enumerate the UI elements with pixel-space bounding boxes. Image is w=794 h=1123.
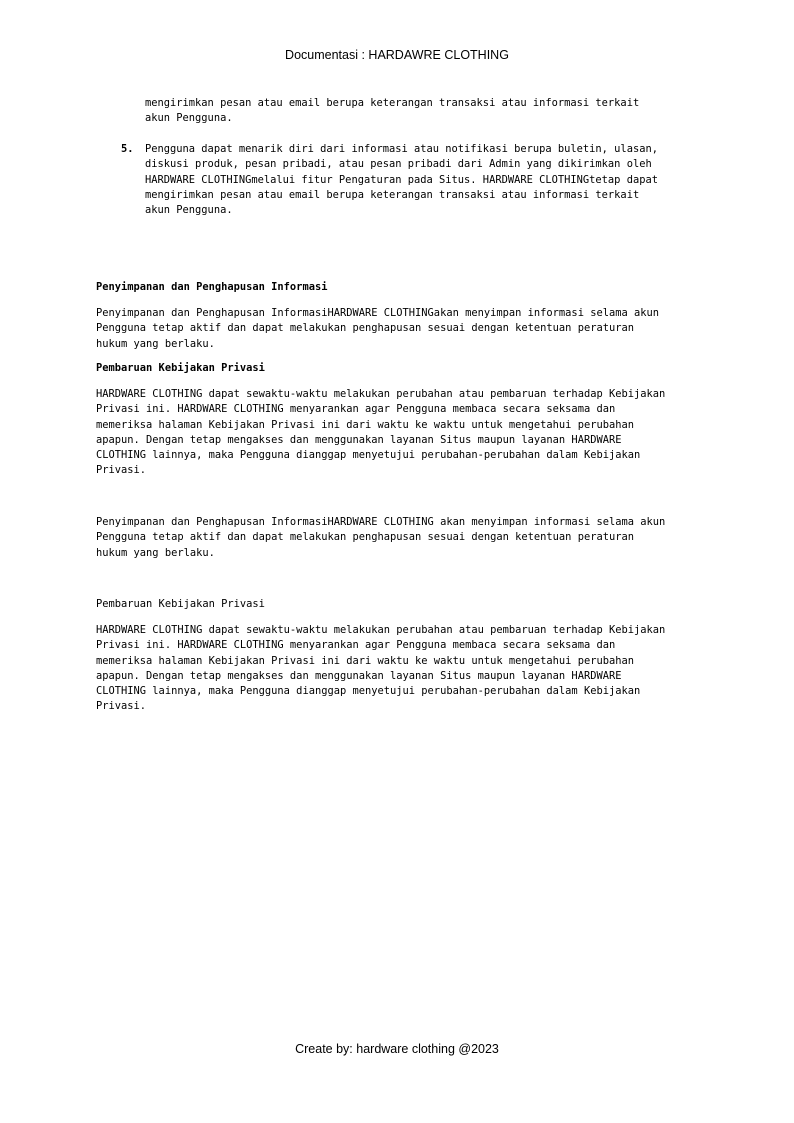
page-header: Documentasi : HARDAWRE CLOTHING bbox=[285, 48, 509, 62]
section-body-policy-update-repeat: HARDWARE CLOTHING dapat sewaktu-waktu melakukan perubahan atau pembaruan terhadap Kebijakan Privasi ini. HARDWARE CLOTHING menyarankan agar Pengguna membaca secara seksama dan memeriksa halaman Kebijakan Privasi ini dari waktu ke waktu untuk mengetahui perubahan apapun. Dengan tetap mengakses dan menggunakan layanan Situs maupun layanan HARDWARE CLOTHING lainnya, maka Pengguna dianggap menyetujui perubahan-perubahan dalam Kebijakan Privasi. bbox=[96, 624, 666, 713]
list-item-number: 5. bbox=[121, 143, 134, 155]
page-footer: Create by: hardware clothing @2023 bbox=[295, 1042, 499, 1056]
list-item-text: Pengguna dapat menarik diri dari informasi atau notifikasi berupa buletin, ulasan, diskusi produk, pesan pribadi, atau pesan pribadi dari Admin yang dikirimkan oleh HARDWARE CLOTHINGmelalui fitur Pengaturan pada Situs. HARDWARE CLOTHINGtetap dapat mengirimkan pesan atau email berupa keterangan transaksi atau informasi terkait akun Pengguna. bbox=[145, 143, 658, 217]
list-continuation-text: mengirimkan pesan atau email berupa keterangan transaksi atau informasi terkait akun Pengguna. bbox=[145, 97, 640, 125]
section-heading-storage: Penyimpanan dan Penghapusan Informasi bbox=[96, 281, 328, 293]
section-body-storage: Penyimpanan dan Penghapusan InformasiHARDWARE CLOTHINGakan menyimpan informasi selama akun Pengguna tetap aktif dan dapat melakukan penghapusan sesuai dengan ketentuan peraturan hukum yang berlaku. bbox=[96, 307, 660, 350]
section-body-policy-update: HARDWARE CLOTHING dapat sewaktu-waktu melakukan perubahan atau pembaruan terhadap Kebijakan Privasi ini. HARDWARE CLOTHING menyarankan agar Pengguna membaca secara seksama dan memeriksa halaman Kebijakan Privasi ini dari waktu ke waktu untuk mengetahui perubahan apapun. Dengan tetap mengakses dan menggunakan layanan Situs maupun layanan HARDWARE CLOTHING lainnya, maka Pengguna dianggap menyetujui perubahan-perubahan dalam Kebijakan Privasi. bbox=[96, 388, 666, 477]
section-heading-policy-update: Pembaruan Kebijakan Privasi bbox=[96, 362, 265, 374]
section-body-storage-repeat: Penyimpanan dan Penghapusan InformasiHARDWARE CLOTHING akan menyimpan informasi selama akun Pengguna tetap aktif dan dapat melakukan penghapusan sesuai dengan ketentuan peraturan hukum yang berlaku. bbox=[96, 516, 666, 559]
section-heading-policy-update-repeat: Pembaruan Kebijakan Privasi bbox=[96, 598, 265, 610]
